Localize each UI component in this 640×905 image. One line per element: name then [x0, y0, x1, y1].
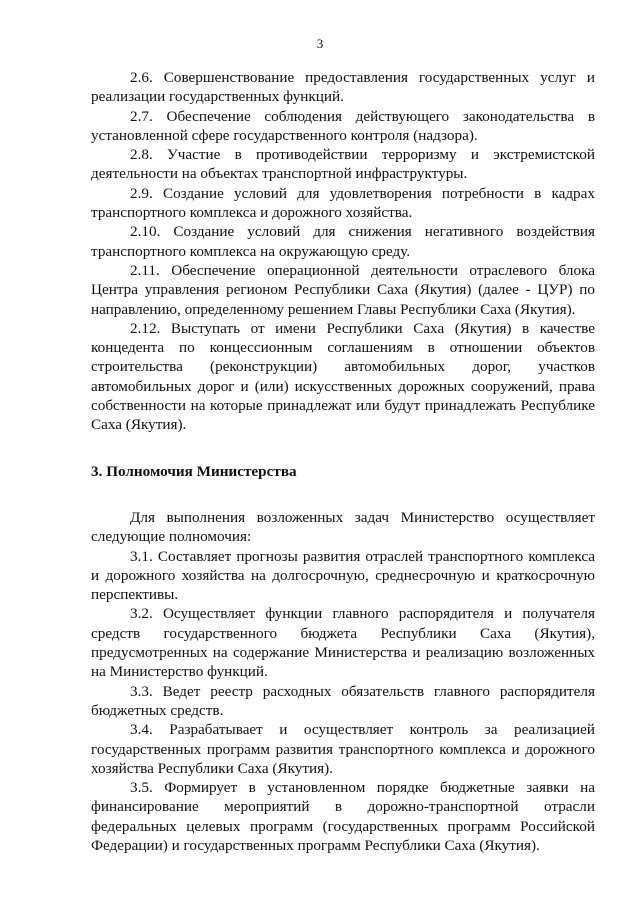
paragraph-2-8: 2.8. Участие в противодействии терроризму и экстремистской деятельности на объектах транспортной инфраструктуры.: [91, 146, 595, 183]
paragraph-2-6: 2.6. Совершенствование предоставления государственных услуг и реализации государственных функций.: [91, 69, 595, 106]
paragraph-2-11: 2.11. Обеспечение операционной деятельности отраслевого блока Центра управления регионом Республики Саха (Якутия) (далее - ЦУР) по направлению, определенному решением Главы Республики Саха (Якутия).: [91, 261, 595, 318]
paragraph-2-12: 2.12. Выступать от имени Республики Саха (Якутия) в качестве концедента по концессионным соглашениям в отношении объектов строительства (реконструкции) автомобильных дорог, участков автомобильных дорог и (или) искусственных дорожных сооружений, права собственности на которые принадлежат или будут принадлежать Республике Саха (Якутия).: [91, 319, 595, 434]
document-body: [91, 68, 595, 855]
intro-paragraph: Для выполнения возложенных задач Министерство осуществляет следующие полномочия:: [91, 508, 595, 546]
section-title: 3. Полномочия Министерства: [91, 462, 297, 480]
paragraph-3-1: 3.1. Составляет прогнозы развития отраслей транспортного комплекса и дорожного хозяйства на долгосрочную, среднесрочную и краткосрочную перспективы.: [91, 547, 595, 604]
paragraph-3-4: 3.4. Разрабатывает и осуществляет контроль за реализацией государственных программ развития транспортного комплекса и дорожного хозяйства Республики Саха (Якутия).: [91, 721, 595, 777]
page-number: 3: [316, 36, 324, 51]
paragraph-2-9: 2.9. Создание условий для удовлетворения потребности в кадрах транспортного комплекса и дорожного хозяйства.: [91, 184, 595, 222]
paragraph-2-10: 2.10. Создание условий для снижения негативного воздействия транспортного комплекса на окружающую среду.: [91, 223, 595, 260]
paragraph-3-3: 3.3. Ведет реестр расходных обязательств главного распорядителя бюджетных средств.: [91, 682, 595, 719]
paragraph-3-5: 3.5. Формирует в установленном порядке бюджетные заявки на финансирование мероприятий в дорожно-транспортной отрасли федеральных целевых программ (государственных программ Российской Федерации) и государственных программ Республики Саха (Якутия).: [91, 779, 595, 854]
paragraph-3-2: 3.2. Осуществляет функции главного распорядителя и получателя средств государственного бюджета Республики Саха (Якутия), предусмотренных на содержание Министерства и реализацию возложенных на Министерство функций.: [91, 605, 595, 681]
paragraph-2-7: 2.7. Обеспечение соблюдения действующего законодательства в установленной сфере государственного контроля (надзора).: [91, 107, 595, 144]
